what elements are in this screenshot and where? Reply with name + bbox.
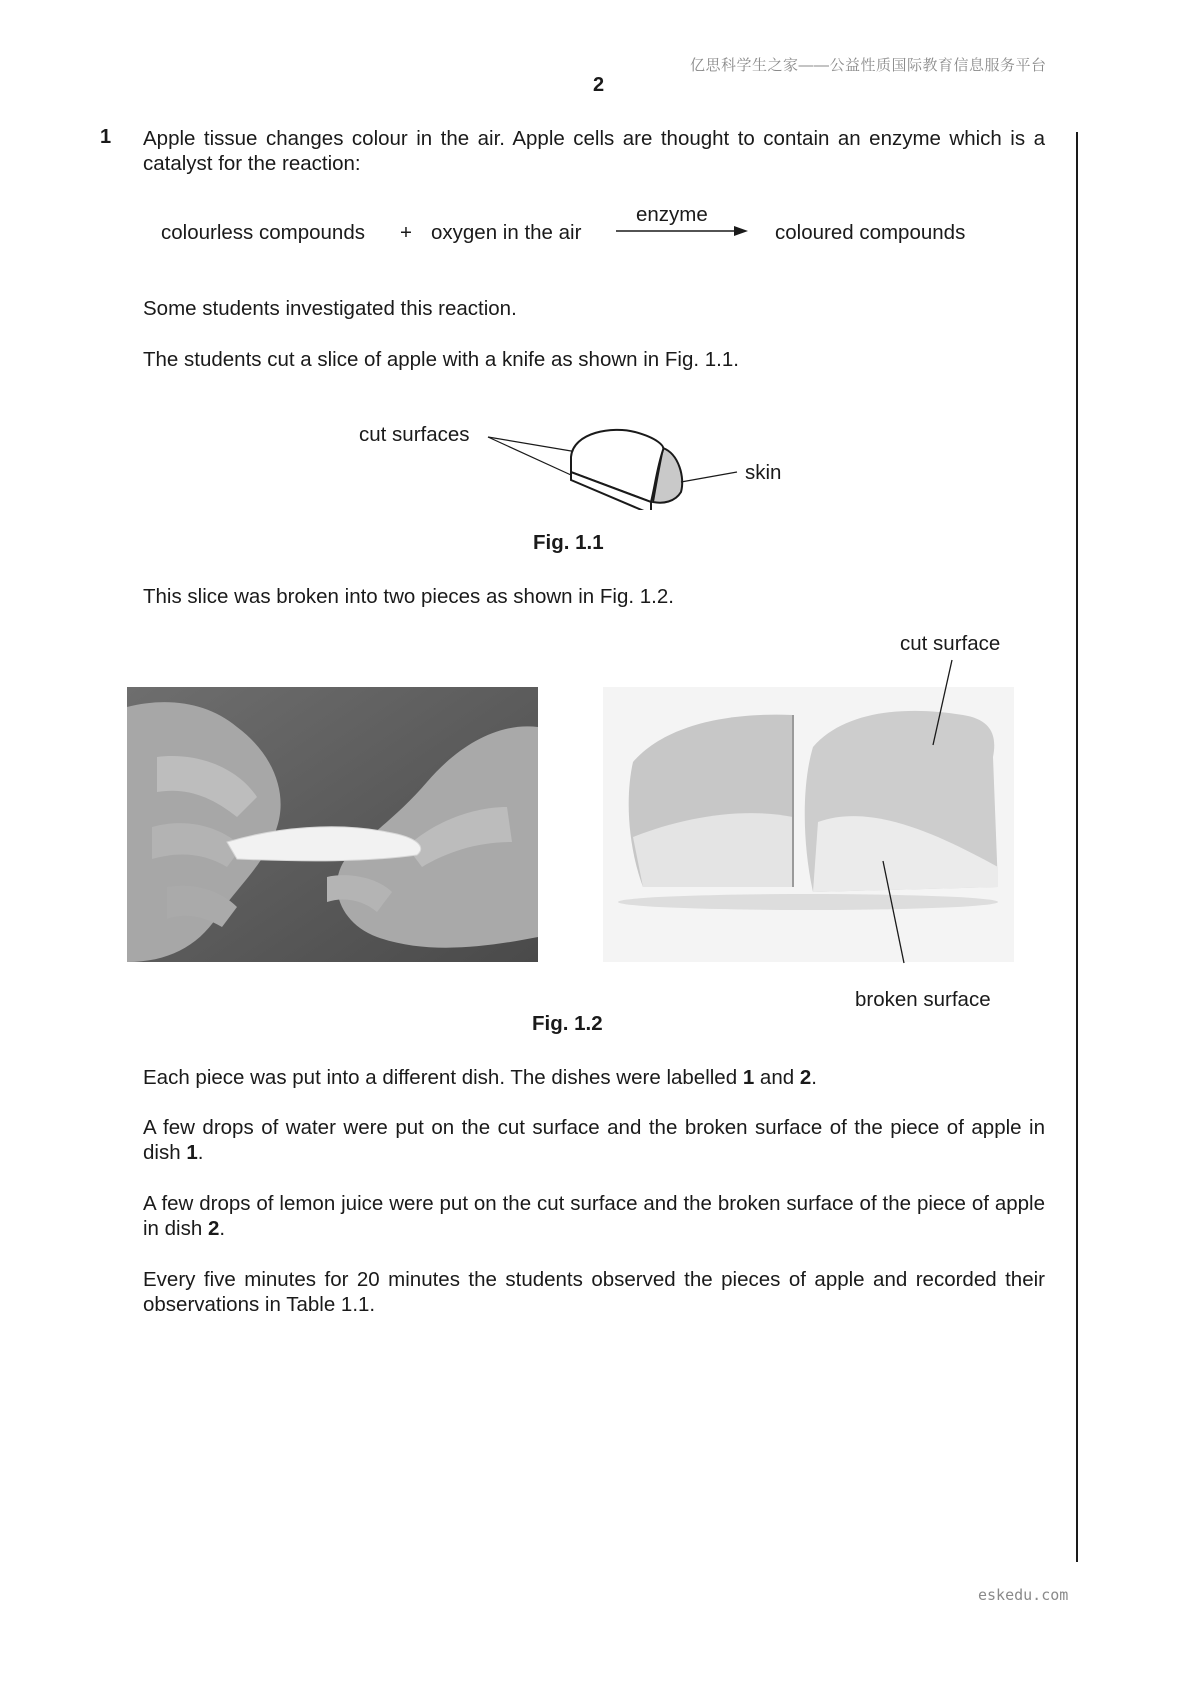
paragraph-6 [143,1191,1045,1241]
equation-product: coloured compounds [775,221,966,244]
paragraph-4 [143,1065,1045,1090]
fig2-label-cut-surface: cut surface [900,632,1001,655]
margin-rule [1076,132,1078,1562]
fig2-cut-pointer [933,660,952,745]
p5-dish: 1 [186,1141,198,1164]
fig2-label-broken-surface: broken surface [855,988,991,1011]
equation-reactant-1: colourless compounds [161,221,365,244]
question-number: 1 [100,126,112,148]
fig2-broken-pointer [883,861,904,963]
p4-text: Each piece was put into a different dish. The dishes were labelled [143,1066,743,1089]
fig2-caption: Fig. 1.2 [532,1012,603,1035]
equation-reactant-2: oxygen in the air [431,221,582,244]
header-site-name: 亿思科学生之家——公益性质国际教育信息服务平台 [690,57,1047,74]
fig1-pointer-line-2 [488,437,571,475]
paragraph-1: Some students investigated this reaction. [143,297,517,320]
p6-text: A few drops of lemon juice were put on the cut surface and the broken surface of the piece of apple in dish [143,1192,1045,1240]
paragraph-2: The students cut a slice of apple with a knife as shown in Fig. 1.1. [143,348,739,371]
p4-dish-2: 2 [799,1066,812,1089]
p6-end: . [219,1217,226,1240]
fig1-skin-pointer [681,472,737,482]
reaction-arrow-icon [614,224,750,238]
fig2-pointer-lines [880,658,960,968]
apple-slice-drawing [485,420,745,510]
fig1-label-skin: skin [745,461,782,484]
fig1-label-cut-surfaces: cut surfaces [359,423,470,446]
fig1-caption: Fig. 1.1 [533,531,604,554]
p4-dish-1: 1 [742,1066,755,1089]
equation-arrow-label: enzyme [636,203,708,226]
fig1-pointer-line-1 [488,437,583,453]
footer-site: eskedu.com [978,1586,1069,1604]
equation-plus: + [400,221,412,244]
paragraph-3: This slice was broken into two pieces as shown in Fig. 1.2. [143,585,674,608]
p6-dish: 2 [207,1217,220,1240]
paragraph-5 [143,1115,1045,1165]
p5-end: . [197,1141,204,1164]
p4-end: . [811,1066,817,1089]
p4-mid: and [754,1066,800,1089]
photo-hands-breaking-slice [127,687,538,962]
paragraph-7: Every five minutes for 20 minutes the students observed the pieces of apple and recorded their observations in Table 1.1. [143,1268,1045,1316]
question-intro: Apple tissue changes colour in the air. Apple cells are thought to contain an enzyme which is a catalyst for the reaction: [143,127,1045,175]
p5-text: A few drops of water were put on the cut surface and the broken surface of the piece of apple in dish [143,1116,1045,1164]
page-number: 2 [593,74,605,96]
